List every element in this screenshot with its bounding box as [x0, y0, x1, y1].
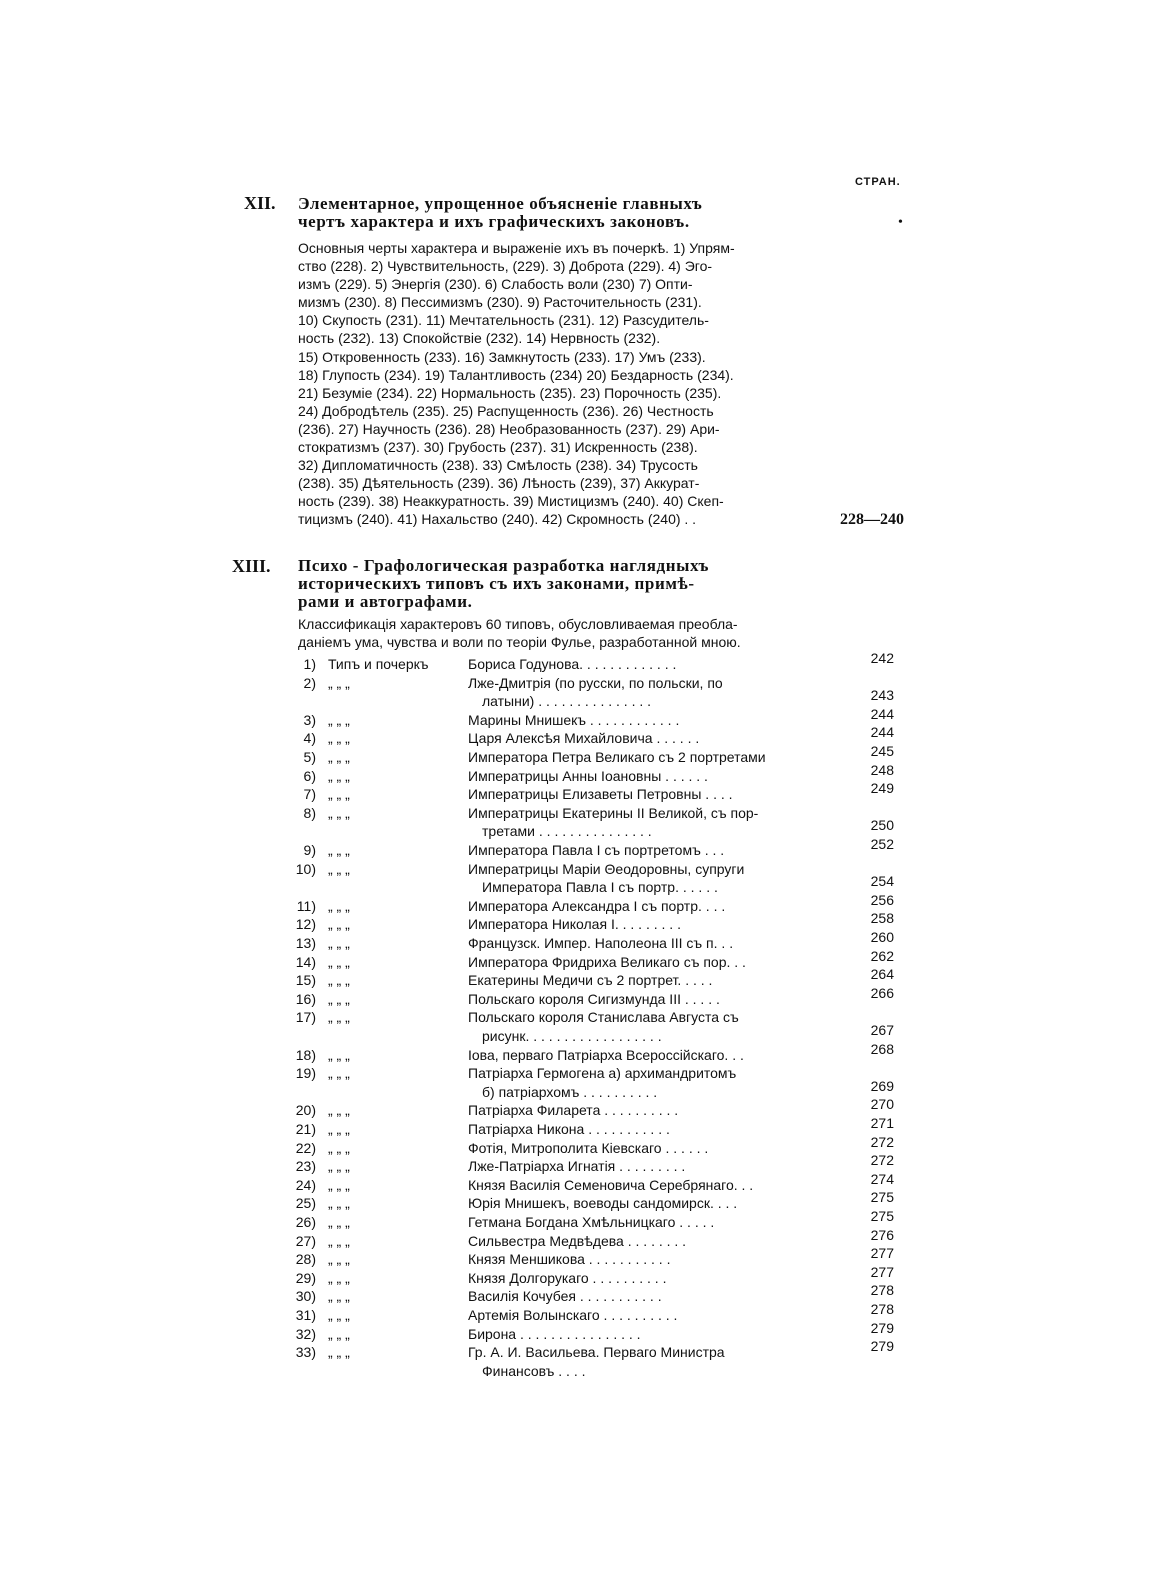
entry-page-number: 266 [870, 984, 894, 1001]
entry-title: Лже-Патріарха Игнатія . . . . . . . . . [468, 1158, 686, 1175]
entry-title: латыни) . . . . . . . . . . . . . . . [482, 693, 652, 710]
entry-number: 2) [303, 674, 316, 691]
entry-ditto-marks: „ „ „ [328, 674, 350, 691]
entry-number: 31) [295, 1307, 316, 1323]
entry-page-number: 272 [870, 1152, 894, 1169]
entry-ditto-marks: „ „ „ [328, 1009, 350, 1026]
entry-title: рисунк. . . . . . . . . . . . . . . . . . [482, 1028, 662, 1044]
entry-number: 5) [303, 749, 316, 765]
entry-title: Польскаго короля Сигизмунда III . . . . . [468, 990, 720, 1007]
paragraph-line: ность (239). 38) Неаккуратность. 39) Мистицизмъ (240). 40) Скеп- [298, 493, 724, 510]
entry-title: Императора Петра Великаго съ 2 портретами [468, 749, 766, 765]
entry-page-number: 249 [870, 780, 894, 797]
entry-title: Патріарха Гермогена а) архимандритомъ [468, 1065, 737, 1082]
paragraph-line: 18) Глупость (234). 19) Талантливость (234) 20) Бездарность (234). [298, 366, 734, 383]
entry-page-number: 276 [870, 1226, 894, 1243]
entry-ditto-marks: „ „ „ [328, 972, 350, 989]
entry-ditto-marks: „ „ „ [328, 1344, 350, 1361]
entry-number: 21) [295, 1121, 316, 1137]
paragraph-line: даніемъ ума, чувства и воли по теоріи Фулье, разработанной мною. [298, 634, 741, 651]
entry-page-number: 277 [870, 1263, 894, 1280]
entry-number: 28) [295, 1251, 316, 1268]
entry-page-number: 262 [870, 947, 894, 964]
entry-title: Князя Василія Семеновича Серебрянаго. . . [468, 1176, 754, 1193]
entry-ditto-marks: „ „ „ [328, 749, 350, 765]
paragraph-line: 15) Откровенность (233). 16) Замкнутость (233). 17) Умъ (233). [298, 348, 706, 365]
entry-number: 18) [295, 1046, 316, 1063]
entry-number: 20) [295, 1102, 316, 1119]
entry-page-number: 250 [870, 817, 894, 834]
paragraph-line: Классификація характеровъ 60 типовъ, обусловливаемая преобла- [298, 616, 738, 632]
entry-title: Императора Фридриха Великаго съ пор. . . [468, 953, 746, 970]
entry-title: Императрицы Маріи Θеодоровны, супруги [468, 860, 745, 877]
entry-page-number: 269 [870, 1077, 894, 1094]
entry-title: Юрія Мнишекъ, воеводы сандомирск. . . . [468, 1195, 738, 1212]
entry-page-number: 252 [870, 836, 894, 852]
entry-number: 23) [295, 1158, 316, 1175]
paragraph-line: мизмъ (230). 8) Пессимизмъ (230). 9) Расточительность (231). [298, 294, 702, 311]
entry-title: Артемія Волынскаго . . . . . . . . . . [468, 1307, 678, 1323]
entry-ditto-marks: „ „ „ [328, 1046, 350, 1063]
entry-page-number: 277 [870, 1245, 894, 1262]
paragraph-line: стократизмъ (237). 30) Грубость (237). 31) Искренность (238). [298, 439, 698, 456]
entry-title: Іова, перваго Патріарха Всероссійскаго. . . [468, 1046, 744, 1063]
entry-title: Гр. А. И. Васильева. Перваго Министра [468, 1344, 725, 1361]
section-xii-title-line: чертъ характера и ихъ графическихъ законовъ. [298, 212, 690, 231]
entry-title: Князя Меншикова . . . . . . . . . . . [468, 1251, 671, 1268]
section-xii-title [298, 195, 843, 231]
entry-page-number: 279 [870, 1338, 894, 1355]
paragraph-line: 21) Безуміе (234). 22) Нормальность (235). 23) Порочность (235). [298, 384, 722, 401]
entry-ditto-marks: „ „ „ [328, 1269, 350, 1286]
entry-number: 27) [295, 1232, 316, 1249]
entry-number: 19) [295, 1065, 316, 1082]
section-xiii-title [298, 557, 843, 611]
entry-title: Бирона . . . . . . . . . . . . . . . . [468, 1325, 641, 1342]
section-xiii-paragraph [298, 616, 838, 652]
entry-page-number: 254 [870, 873, 894, 890]
paragraph-line: 24) Добродѣтель (235). 25) Распущенность (236). 26) Честность [298, 402, 714, 419]
entry-page-number: 274 [870, 1170, 894, 1187]
entry-ditto-marks: „ „ „ [328, 1288, 350, 1305]
entry-title: б) патріархомъ . . . . . . . . . . [482, 1083, 658, 1100]
entry-ditto-marks: „ „ „ [328, 786, 350, 803]
section-xii-title-line: Элементарное, упрощенное объясненіе главныхъ [298, 194, 703, 213]
entry-ditto-marks: „ „ „ [328, 990, 350, 1007]
entry-ditto-marks: „ „ „ [328, 711, 350, 728]
entry-ditto-marks: „ „ „ [328, 1307, 350, 1323]
entry-number: 9) [303, 842, 316, 858]
section-xiii-title-line: рами и автографами. [298, 592, 473, 611]
entry-title: Польскаго короля Станислава Августа съ [468, 1009, 739, 1026]
entry-ditto-marks: „ „ „ [328, 897, 350, 914]
entry-number: 14) [295, 953, 316, 970]
entry-title: Французск. Импер. Наполеона III съ п. . . [468, 935, 734, 951]
entry-ditto-marks: „ „ „ [328, 1139, 350, 1156]
entry-number: 26) [295, 1214, 316, 1230]
entry-number: 4) [303, 730, 316, 747]
entry-ditto-marks: „ „ „ [328, 916, 350, 933]
entry-title: Патріарха Филарета . . . . . . . . . . [468, 1102, 679, 1119]
entry-title: Василія Кочубея . . . . . . . . . . . [468, 1288, 662, 1305]
paragraph-line: 10) Скупость (231). 11) Мечтательность (231). 12) Разсудитель- [298, 312, 709, 329]
entry-page-number: 278 [870, 1301, 894, 1317]
entry-number: 1) [303, 656, 316, 672]
section-xii-paragraph [298, 240, 838, 530]
entry-page-number: 270 [870, 1096, 894, 1113]
entry-page-number: 242 [870, 650, 894, 666]
section-xiii-number: XIII. [232, 556, 271, 576]
entry-ditto-marks: „ „ „ [328, 1325, 350, 1342]
entry-title: Императрицы Анны Іоановны . . . . . . [468, 767, 708, 784]
entry-page-number: 279 [870, 1319, 894, 1336]
entry-page-number: 275 [870, 1208, 894, 1224]
entry-ditto-marks: „ „ „ [328, 1251, 350, 1268]
entry-ditto-marks: „ „ „ [328, 804, 350, 821]
entry-page-number: 267 [870, 1022, 894, 1038]
entry-title: Царя Алексѣя Михайловича . . . . . . [468, 730, 700, 747]
entry-ditto-marks: „ „ „ [328, 1232, 350, 1249]
entry-title: Патріарха Никона . . . . . . . . . . . [468, 1121, 670, 1137]
paragraph-line: (236). 27) Научность (236). 28) Необразованность (237). 29) Ари- [298, 420, 720, 437]
entry-ditto-marks: „ „ „ [328, 1121, 350, 1137]
entry-ditto-marks: „ „ „ [328, 767, 350, 784]
entry-number: 22) [295, 1139, 316, 1156]
entry-ditto-marks: „ „ „ [328, 1158, 350, 1175]
entry-title: Марины Мнишекъ . . . . . . . . . . . . [468, 711, 680, 728]
entry-page-number: 258 [870, 910, 894, 927]
entry-title: Императора Николая I. . . . . . . . . [468, 916, 681, 933]
entry-number: 3) [303, 711, 316, 728]
entry-ditto-marks: Типъ и почеркъ [328, 656, 429, 672]
paragraph-line: ность (232). 13) Спокойствіе (232). 14) Нервность (232). [298, 330, 661, 347]
section-xiii-title-line: Психо - Графологическая разработка наглядныхъ [298, 556, 709, 575]
entry-page-number: 256 [870, 891, 894, 908]
paragraph-line: 32) Дипломатичность (238). 33) Смѣлость (238). 34) Трусость [298, 457, 698, 474]
page-column-header: СТРАН. [855, 176, 901, 188]
entry-page-number: 271 [870, 1115, 894, 1131]
entry-title: Императрицы Елизаветы Петровны . . . . [468, 786, 733, 803]
entry-ditto-marks: „ „ „ [328, 1176, 350, 1193]
entry-title: Екатерины Медичи съ 2 портрет. . . . . [468, 972, 713, 989]
entry-page-number: 248 [870, 761, 894, 778]
paragraph-line: ство (228). 2) Чувствительность, (229). 3) Доброта (229). 4) Эго- [298, 258, 713, 275]
entry-ditto-marks: „ „ „ [328, 730, 350, 747]
entry-number: 30) [295, 1288, 316, 1305]
entry-page-number: 272 [870, 1133, 894, 1150]
entry-number: 16) [295, 990, 316, 1007]
entry-number: 29) [295, 1269, 316, 1286]
entry-ditto-marks: „ „ „ [328, 1195, 350, 1212]
entry-number: 12) [295, 916, 316, 933]
entry-page-number: 268 [870, 1040, 894, 1057]
section-xiii-title-line: историческихъ типовъ съ ихъ законами, примѣ- [298, 574, 695, 593]
entry-ditto-marks: „ „ „ [328, 953, 350, 970]
section-xii-page-range: 228—240 [840, 511, 904, 528]
entry-title: Императора Павла I съ портретомъ . . . [468, 842, 725, 858]
entry-title: Фотія, Митрополита Кіевскаго . . . . . . [468, 1139, 709, 1156]
entry-number: 33) [295, 1344, 316, 1361]
entry-number: 32) [295, 1325, 316, 1342]
entry-number: 13) [295, 935, 316, 951]
section-xii-marker: • [898, 215, 903, 230]
entry-page-number: 260 [870, 929, 894, 945]
entry-page-number: 244 [870, 724, 894, 741]
entry-number: 17) [295, 1009, 316, 1026]
entry-ditto-marks: „ „ „ [328, 842, 350, 858]
entry-number: 25) [295, 1195, 316, 1212]
entry-number: 11) [296, 897, 316, 914]
paragraph-line: измъ (229). 5) Энергія (230). 6) Слабость воли (230) 7) Опти- [298, 276, 693, 293]
entry-title: Финансовъ . . . . [482, 1362, 586, 1379]
entry-title: Князя Долгорукаго . . . . . . . . . . [468, 1269, 667, 1286]
section-xii-number: XII. [244, 193, 276, 213]
entry-ditto-marks: „ „ „ [328, 1214, 350, 1230]
entry-title: Лже-Дмитрія (по русски, по польски, по [468, 674, 723, 691]
entry-ditto-marks: „ „ „ [328, 1102, 350, 1119]
entry-title: Императора Александра I съ портр. . . . [468, 897, 726, 914]
entry-page-number: 264 [870, 966, 894, 983]
entry-title: Гетмана Богдана Хмѣльницкаго . . . . . [468, 1214, 715, 1230]
entry-ditto-marks: „ „ „ [328, 935, 350, 951]
entry-page-number: 245 [870, 743, 894, 759]
entry-number: 15) [295, 972, 316, 989]
entry-ditto-marks: „ „ „ [328, 1065, 350, 1082]
entry-page-number: 243 [870, 687, 894, 704]
entry-title: Сильвестра Медвѣдева . . . . . . . . [468, 1232, 687, 1249]
entry-title: третами . . . . . . . . . . . . . . . [482, 823, 652, 840]
entry-title: Императора Павла I съ портр. . . . . . [482, 879, 718, 896]
paragraph-line: тицизмъ (240). 41) Нахальство (240). 42) Скромность (240) . . [298, 511, 697, 528]
paragraph-line: Основныя черты характера и выраженіе ихъ въ почеркѣ. 1) Упрям- [298, 240, 735, 256]
entry-page-number: 275 [870, 1189, 894, 1206]
entry-number: 6) [303, 767, 316, 784]
entry-number: 7) [303, 786, 316, 803]
entry-title: Императрицы Екатерины II Великой, съ пор- [468, 804, 759, 821]
entry-page-number: 244 [870, 705, 894, 722]
entry-page-number: 278 [870, 1282, 894, 1299]
entry-number: 8) [303, 804, 316, 821]
paragraph-line: (238). 35) Дѣятельность (239). 36) Лѣность (239), 37) Аккурат- [298, 475, 700, 492]
entry-number: 24) [295, 1176, 316, 1193]
entry-number: 10) [295, 860, 316, 877]
entry-title: Бориса Годунова. . . . . . . . . . . . . [468, 656, 677, 672]
entry-ditto-marks: „ „ „ [328, 860, 350, 877]
